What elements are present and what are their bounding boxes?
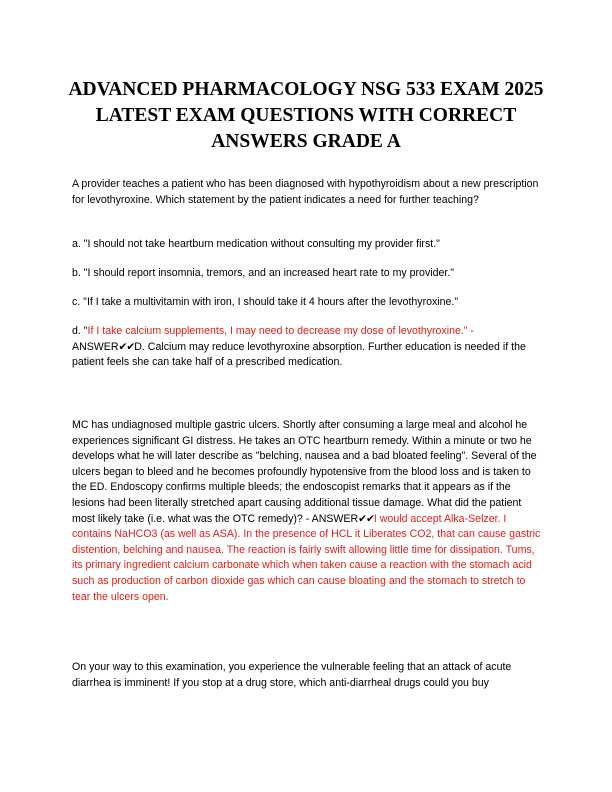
question-2-answer: I would accept Alka-Selzer. I contains NaHCO3 (as well as ASA). In the presence of HCL it Liberates CO2, that can cause gastric distention, belching and nausea. The reaction is fairly swift allowing little time for dissipation. Tums, its primary ingredient calcium carbonate which when taken cause a reaction with the stomach acid such as production of carbon dioxide gas which can cause bloating and the stomach to stretch to tear the ulcers open. [72,512,541,603]
question-1-option-c: c. "If I take a multivitamin with iron, I should take it 4 hours after the levothyroxine." [72,296,459,308]
document-title: ADVANCED PHARMACOLOGY NSG 533 EXAM 2025 LATEST EXAM QUESTIONS WITH CORRECT ANSWERS GRADE A [68,79,544,152]
check-marks-icon: ✔✔ [118,340,135,353]
question-1-option-a: a. "I should not take heartburn medication without consulting my provider first." [72,238,440,250]
question-3-stem: On your way to this examination, you experience the vulnerable feeling that an attack of acute diarrhea is imminent! If you stop at a drug store, which anti-diarrheal drugs could you buy [72,661,512,689]
answer-label: ANSWER [72,340,119,353]
check-marks-icon: ✔✔ [358,512,374,525]
question-1-option-b: b. "I should report insomnia, tremors, and an increased heart rate to my provider." [72,267,455,279]
answer-label: ANSWER [311,512,359,525]
question-2-stem: MC has undiagnosed multiple gastric ulcers. Shortly after consuming a large meal and alcohol he experiences significant GI distress. He takes an OTC heartburn remedy. Within a minute or two he develops what he will later describe as "belching, nausea and a bad bloated feeling". Several of the ulcers began to bleed and he becomes profoundly hypotensive from the blood loss and is taken to the ED. Endoscopy confirms multiple bleeds; the endoscopist remarks that it appears as if the lesions had been literally stretched apart causing additional tissue damage. What did the patient most likely take (i.e. what was the OTC remedy)? - [72,419,537,525]
option-d-red-text: If I take calcium supplements, I may need to decrease my dose of levothyroxine." - [87,325,475,337]
question-1-answer: D. Calcium may reduce levothyroxine absorption. Further education is needed if the patient feels she can take half of a prescribed medication. [72,340,526,369]
option-d-prefix: d. " [72,325,88,337]
question-2 [72,418,546,605]
question-1-option-d [72,324,546,371]
question-1-stem: A provider teaches a patient who has been diagnosed with hypothyroidism about a new prescription for levothyroxine. Which statement by the patient indicates a need for further teaching? [72,178,539,206]
